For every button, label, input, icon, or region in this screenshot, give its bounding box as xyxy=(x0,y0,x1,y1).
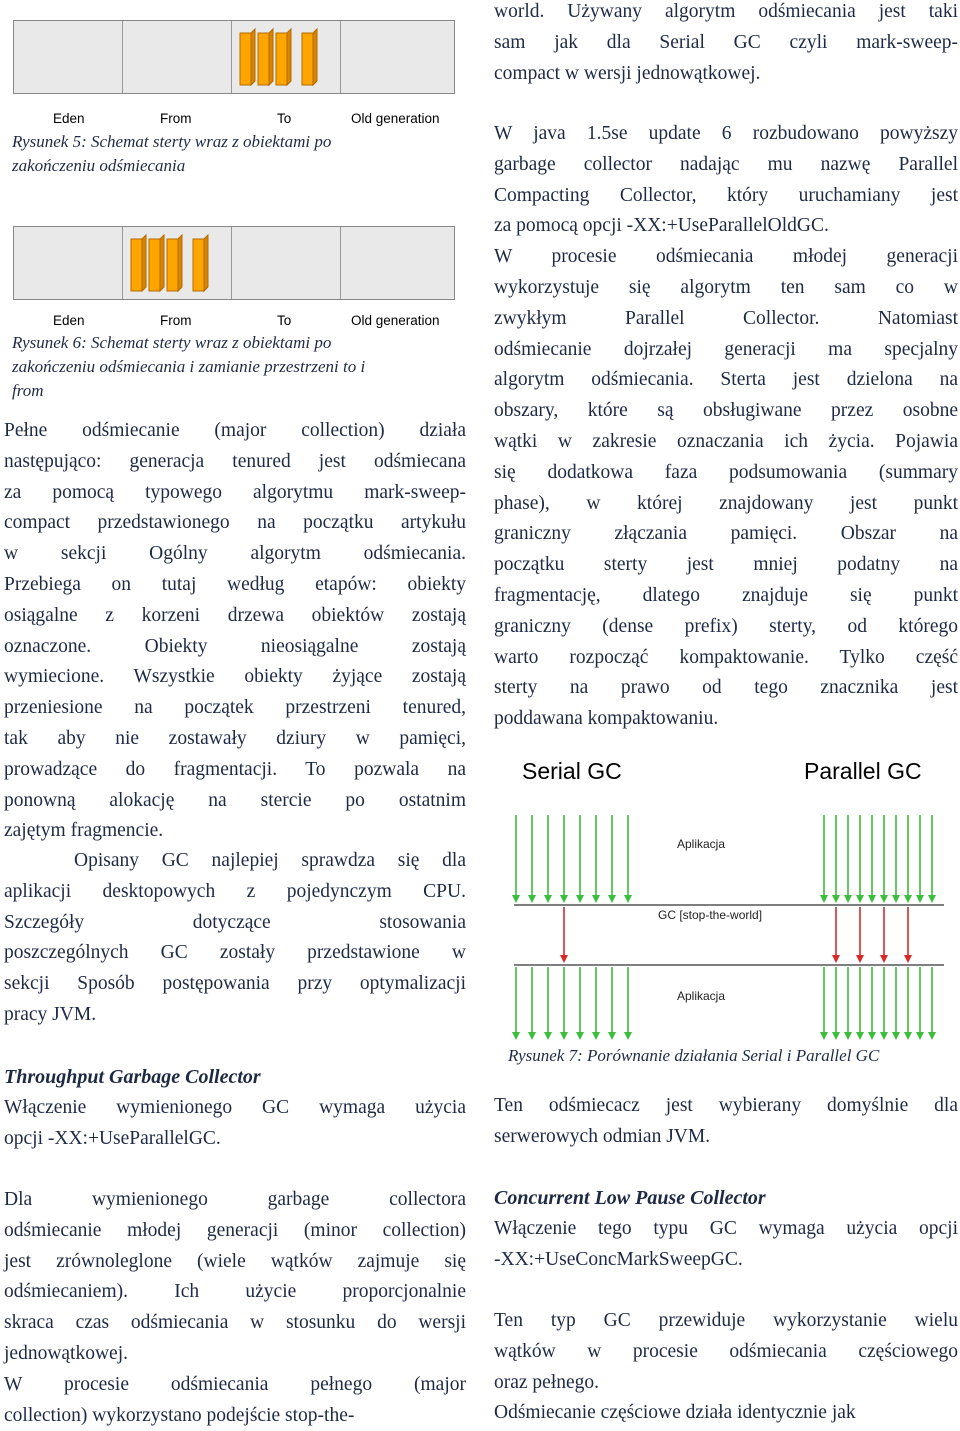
app-thread-arrow-head xyxy=(832,1032,840,1040)
app-thread-arrow-head xyxy=(832,895,840,903)
app-thread-arrow-head xyxy=(592,1032,600,1040)
text-line: Włączenie wymienionego GC wymaga użycia xyxy=(4,1097,466,1118)
text-line: warto rozpocząć kompaktowanie. Tylko część xyxy=(494,646,958,668)
figure-5-caption xyxy=(12,130,331,178)
to-label: To xyxy=(277,111,292,126)
text-line: wątków w procesie odśmiecania częściowego xyxy=(494,1340,958,1362)
app-thread-arrow-head xyxy=(904,895,912,903)
from-region xyxy=(123,21,232,93)
heap-diagram-5 xyxy=(13,20,455,94)
app-thread-arrow-head xyxy=(844,895,852,903)
app-thread-arrow-head xyxy=(528,1032,536,1040)
app-thread-arrow-head xyxy=(892,1032,900,1040)
gc-thread-arrow-head xyxy=(856,955,864,963)
from-label: From xyxy=(160,313,192,328)
app-thread-arrow-head xyxy=(880,895,888,903)
section-heading-concurrent: Concurrent Low Pause Collector xyxy=(494,1187,766,1209)
text-line: Dla wymienionego garbage collectora xyxy=(4,1189,466,1210)
eden-label: Eden xyxy=(53,111,85,126)
app-thread-arrow-head xyxy=(916,1032,924,1040)
paragraph-continuation xyxy=(494,0,958,89)
text-line: prowadzące do fragmentacji. To pozwala na xyxy=(4,758,466,780)
app-thread-arrow-head xyxy=(844,1032,852,1040)
text-line: Ten typ GC przewiduje wykorzystanie wielu xyxy=(494,1310,958,1331)
text-line: jednowątkowej. xyxy=(4,1342,129,1364)
app-thread-arrow-head xyxy=(928,1032,936,1040)
text-line: W procesie odśmiecania pełnego (major xyxy=(4,1373,466,1395)
app-thread-arrow-head xyxy=(624,895,632,903)
text-line: wymiecione. Wszystkie obiekty żyjące zostają xyxy=(4,666,466,688)
caption-line: zakończeniu odśmiecania i zamianie przestrzeni to i xyxy=(12,357,366,376)
text-line: oznaczone. Obiekty nieosiągalne zostają xyxy=(4,635,466,657)
app-thread-arrow-head xyxy=(592,895,600,903)
app-thread-arrow-head xyxy=(608,895,616,903)
app-thread-arrow-head xyxy=(528,895,536,903)
app-thread-arrow-head xyxy=(608,1032,616,1040)
text-line: Włączenie tego typu GC wymaga użycia opcji xyxy=(494,1218,958,1239)
text-line: w sekcji Ogólny algorytm odśmiecania. xyxy=(4,543,466,565)
app-thread-arrow-head xyxy=(856,895,864,903)
paragraph-desktop xyxy=(4,846,466,1031)
app-thread-arrow-head xyxy=(544,1032,552,1040)
paragraph-parallel-compacting xyxy=(494,119,958,735)
eden-label: Eden xyxy=(53,313,85,328)
text-line: poddawana kompaktowaniu. xyxy=(494,708,719,730)
app-thread-arrow-head xyxy=(560,1032,568,1040)
text-line: początku sterty jest mniej podatny na xyxy=(494,554,958,576)
text-line: Ten odśmiecacz jest wybierany domyślnie dla xyxy=(494,1095,958,1116)
text-line: serwerowych odmian JVM. xyxy=(494,1125,711,1147)
gc-thread-arrow-head xyxy=(904,955,912,963)
heap-diagram-6 xyxy=(13,226,455,300)
parallel-gc-title: Parallel GC xyxy=(804,758,922,784)
app-thread-arrow-head xyxy=(904,1032,912,1040)
figure-6-caption xyxy=(12,331,365,403)
eden-region xyxy=(14,21,123,93)
text-line: skraca czas odśmiecania w stosunku do wersji xyxy=(4,1312,466,1334)
app-thread-arrow-head xyxy=(624,1032,632,1040)
paragraph-major-collection xyxy=(4,416,466,847)
section-heading-throughput: Throughput Garbage Collector xyxy=(4,1066,261,1088)
app-thread-arrow-head xyxy=(544,895,552,903)
gc-thread-arrow-head xyxy=(832,955,840,963)
caption-line: from xyxy=(12,381,44,400)
text-line: ponowną alokację na stercie po ostatnim xyxy=(4,789,466,811)
text-line: aplikacji desktopowych z pojedynczym CPU. xyxy=(4,880,466,902)
text-line: odśmiecaniem). Ich użycie proporcjonalnie xyxy=(4,1281,466,1303)
old-generation-label: Old generation xyxy=(351,313,440,328)
from-region xyxy=(123,227,232,299)
app-thread-arrow-head xyxy=(868,895,876,903)
gc-label: GC [stop-the-world] xyxy=(658,908,763,922)
text-line: phase), w której znajdowany jest punkt xyxy=(494,492,958,514)
text-line: collection) wykorzystano podejście stop-the- xyxy=(4,1404,355,1426)
from-label: From xyxy=(160,111,192,126)
text-line: W procesie odśmiecania młodej generacji xyxy=(494,246,958,268)
text-line: graniczny złączania pamięci. Obszar na xyxy=(494,523,958,545)
text-line: Przebiega on tutaj według etapów: obiekty xyxy=(4,573,466,595)
figure-7 xyxy=(494,755,958,1075)
text-line: tak aby nie zostawały dziury w pamięci, xyxy=(4,727,466,749)
text-line: jest zrównoleglone (wiele wątków zajmuje się xyxy=(4,1250,466,1272)
app-thread-arrow-head xyxy=(916,895,924,903)
app-thread-arrow-head xyxy=(576,1032,584,1040)
text-line: następująco: generacja tenured jest odśmiecana xyxy=(4,450,466,472)
text-line: opcji -XX:+UseParallelGC. xyxy=(4,1127,221,1149)
text-line: W java 1.5se update 6 rozbudowano powyższy xyxy=(494,123,958,144)
text-line: za pomocą opcji -XX:+UseParallelOldGC. xyxy=(494,215,829,237)
eden-region xyxy=(14,227,123,299)
to-region xyxy=(232,21,341,93)
serial-gc-title: Serial GC xyxy=(522,758,622,784)
app-thread-arrow-head xyxy=(928,895,936,903)
text-line: sam jak dla Serial GC czyli mark-sweep- xyxy=(494,31,958,53)
text-line: -XX:+UseConcMarkSweepGC. xyxy=(494,1248,743,1270)
text-line: obszary, które są obsługiwane przez osobne xyxy=(494,400,958,422)
app-label-1: Aplikacja xyxy=(677,837,726,851)
to-label: To xyxy=(277,313,292,328)
text-line: wykorzystuje się algorytm ten sam co w xyxy=(494,276,958,298)
app-thread-arrow-head xyxy=(560,895,568,903)
objects-group xyxy=(123,227,231,299)
text-line: odśmiecanie młodej generacji (minor collection) xyxy=(4,1219,466,1241)
text-line: zwykłym Parallel Collector. Natomiast xyxy=(494,307,958,329)
text-line: Pełne odśmiecanie (major collection) działa xyxy=(4,420,466,441)
text-line: graniczny (dense prefix) sterty, od którego xyxy=(494,615,958,637)
old-generation-label: Old generation xyxy=(351,111,440,126)
objects-group xyxy=(232,21,340,93)
app-thread-arrow-head xyxy=(820,895,828,903)
gc-thread-arrow-head xyxy=(880,955,888,963)
text-line: sekcji Sposób postępowania przy optymalizacji xyxy=(4,973,466,995)
text-line: pracy JVM. xyxy=(4,1003,97,1025)
text-line: world. Używany algorytm odśmiecania jest taki xyxy=(494,1,958,22)
to-region xyxy=(232,227,341,299)
text-line: odśmiecanie dojrzałej generacji ma specjalny xyxy=(494,338,958,360)
app-thread-arrow-head xyxy=(820,1032,828,1040)
text-line: Compacting Collector, który uruchamiany jest xyxy=(494,184,958,206)
app-thread-arrow-head xyxy=(880,1032,888,1040)
caption-line: zakończeniu odśmiecania xyxy=(12,156,186,175)
app-thread-arrow-head xyxy=(868,1032,876,1040)
text-line: poszczególnych GC zostały przedstawione w xyxy=(4,942,466,964)
paragraph-throughput-option xyxy=(4,1093,466,1155)
text-line: przeniesione na początek przestrzeni tenured, xyxy=(4,697,466,719)
old-generation-region xyxy=(341,227,453,299)
text-line: oraz pełnego. xyxy=(494,1371,600,1393)
paragraph-concurrent-desc xyxy=(494,1306,958,1429)
paragraph-minor-collection xyxy=(4,1185,466,1431)
text-line: Opisany GC najlepiej sprawdza się dla xyxy=(74,850,466,871)
text-line: za pomocą typowego algorytmu mark-sweep- xyxy=(4,481,466,503)
text-line: sterty na prawo od tego znacznika jest xyxy=(494,677,958,699)
caption-line: Rysunek 6: Schemat sterty wraz z obiektami po xyxy=(12,333,332,352)
text-line: compact w wersji jednowątkowej. xyxy=(494,62,761,84)
paragraph-default-server xyxy=(494,1091,958,1153)
app-thread-arrow-head xyxy=(856,1032,864,1040)
serial-vs-parallel-diagram xyxy=(494,755,958,1045)
text-line: Odśmiecanie częściowe działa identycznie jak xyxy=(494,1402,856,1424)
app-label-2: Aplikacja xyxy=(677,989,726,1003)
app-thread-arrow-head xyxy=(512,1032,520,1040)
app-thread-arrow-head xyxy=(512,895,520,903)
text-line: się dodatkowa faza podsumowania (summary xyxy=(494,461,958,483)
paragraph-concurrent-option xyxy=(494,1214,958,1276)
text-line: wątki w zakresie oznaczania ich życia. Pojawia xyxy=(494,430,958,452)
app-thread-arrow-head xyxy=(892,895,900,903)
text-line: fragmentację, dlatego znajduje się punkt xyxy=(494,584,958,606)
app-thread-arrow-head xyxy=(576,895,584,903)
text-line: Szczegóły dotyczące stosowania xyxy=(4,911,466,933)
text-line: compact przedstawionego na początku artykułu xyxy=(4,512,466,534)
text-line: osiągalne z korzeni drzewa obiektów zostają xyxy=(4,604,466,626)
old-generation-region xyxy=(341,21,453,93)
text-line: garbage collector nadając mu nazwę Parallel xyxy=(494,153,958,175)
figure-7-caption: Rysunek 7: Porównanie działania Serial i Parallel GC xyxy=(508,1046,880,1065)
text-line: zajętym fragmencie. xyxy=(4,820,164,842)
gc-thread-arrow-head xyxy=(560,955,568,963)
text-line: algorytm odśmiecania. Sterta jest dzielona na xyxy=(494,369,958,391)
caption-line: Rysunek 5: Schemat sterty wraz z obiektami po xyxy=(12,132,332,151)
